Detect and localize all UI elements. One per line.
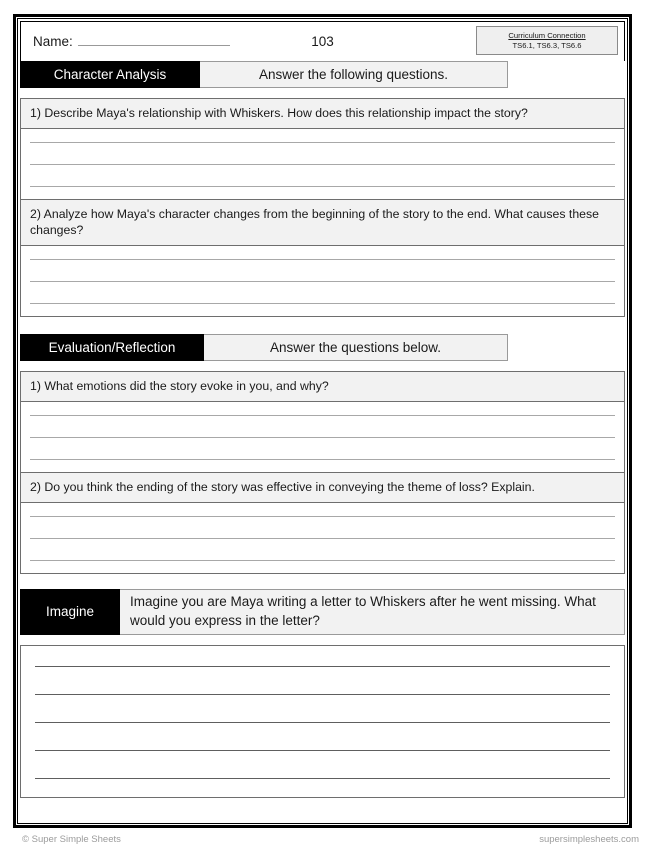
section-tab-evaluation-reflection: Evaluation/Reflection bbox=[20, 334, 204, 361]
worksheet-header bbox=[20, 21, 625, 61]
question-block bbox=[21, 99, 624, 199]
question-text: 2) Do you think the ending of the story was effective in conveying the theme of loss? Explain. bbox=[21, 472, 624, 503]
page-number: 103 bbox=[311, 34, 334, 49]
question-text: 1) Describe Maya's relationship with Whiskers. How does this relationship impact the story? bbox=[21, 99, 624, 129]
answer-lines[interactable] bbox=[21, 246, 624, 316]
answer-rule[interactable] bbox=[30, 415, 615, 416]
answer-rule[interactable] bbox=[35, 666, 610, 667]
section-spacer bbox=[20, 574, 625, 589]
section-header-character-analysis bbox=[20, 61, 625, 88]
curriculum-codes: TS6.1, TS6.3, TS6.6 bbox=[512, 40, 582, 50]
answer-rule[interactable] bbox=[35, 722, 610, 723]
question-group-evaluation-reflection bbox=[20, 371, 625, 573]
answer-rule[interactable] bbox=[30, 459, 615, 460]
answer-rule[interactable] bbox=[30, 164, 615, 165]
section-spacer bbox=[20, 317, 625, 334]
answer-rule[interactable] bbox=[30, 437, 615, 438]
section-instruction-evaluation-reflection: Answer the questions below. bbox=[204, 334, 508, 361]
answer-rule[interactable] bbox=[30, 560, 615, 561]
imagine-answer-box[interactable] bbox=[20, 645, 625, 798]
section-instruction-imagine: Imagine you are Maya writing a letter to Whiskers after he went missing. What would you express in the letter? bbox=[120, 589, 625, 635]
answer-rule[interactable] bbox=[30, 516, 615, 517]
answer-rule[interactable] bbox=[30, 142, 615, 143]
answer-rule[interactable] bbox=[35, 694, 610, 695]
answer-rule[interactable] bbox=[30, 186, 615, 187]
question-block bbox=[21, 372, 624, 472]
section-instruction-character-analysis: Answer the following questions. bbox=[200, 61, 508, 88]
section-tab-character-analysis: Character Analysis bbox=[20, 61, 200, 88]
question-text: 1) What emotions did the story evoke in you, and why? bbox=[21, 372, 624, 402]
section-tab-imagine: Imagine bbox=[20, 589, 120, 635]
name-input-rule[interactable] bbox=[78, 34, 230, 46]
answer-rule[interactable] bbox=[30, 538, 615, 539]
question-block bbox=[21, 199, 624, 316]
footer-website: supersimplesheets.com bbox=[539, 834, 639, 845]
question-text: 2) Analyze how Maya's character changes from the beginning of the story to the end. What causes these changes? bbox=[21, 199, 624, 246]
question-group-character-analysis bbox=[20, 98, 625, 317]
answer-rule[interactable] bbox=[30, 281, 615, 282]
answer-rule[interactable] bbox=[30, 303, 615, 304]
footer-copyright: © Super Simple Sheets bbox=[22, 834, 121, 845]
answer-lines[interactable] bbox=[21, 129, 624, 199]
answer-lines[interactable] bbox=[21, 402, 624, 472]
answer-lines[interactable] bbox=[21, 503, 624, 573]
answer-rule[interactable] bbox=[35, 750, 610, 751]
section-header-imagine bbox=[20, 589, 625, 635]
question-block bbox=[21, 472, 624, 573]
section-header-evaluation-reflection bbox=[20, 334, 625, 361]
name-label: Name: bbox=[33, 34, 73, 49]
answer-rule[interactable] bbox=[35, 778, 610, 779]
name-field[interactable] bbox=[33, 34, 230, 49]
curriculum-connection-badge bbox=[476, 26, 618, 55]
curriculum-title: Curriculum Connection bbox=[508, 31, 586, 41]
answer-rule[interactable] bbox=[30, 259, 615, 260]
page-footer bbox=[22, 834, 639, 845]
